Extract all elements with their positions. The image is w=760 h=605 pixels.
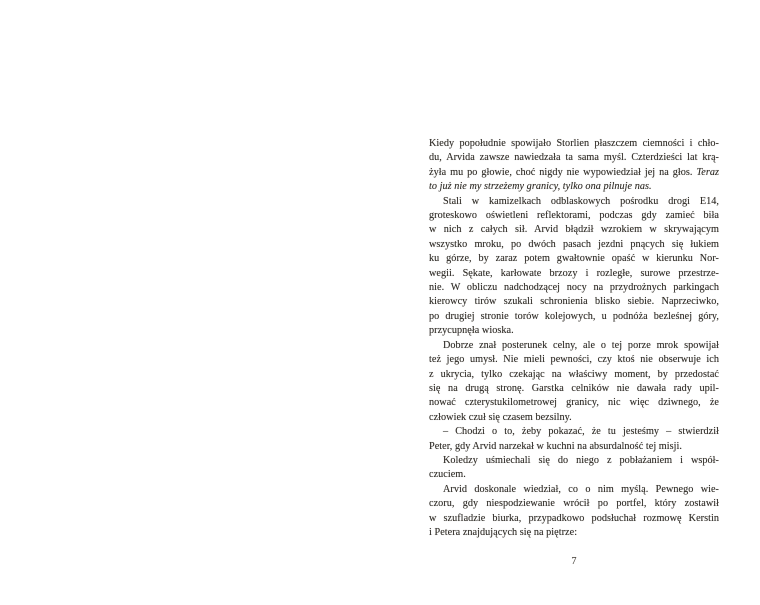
text-segment: wegii. Sękate, karłowate brzozy i rozległe, surowe przestrze- <box>429 267 719 279</box>
italic-text-segment: to już nie my strzeżemy granicy, tylko ona pilnuje nas. <box>429 181 652 193</box>
text-segment: człowiek czuł się czasem bezsilny. <box>429 411 572 423</box>
text-line <box>429 382 719 396</box>
text-segment: się na drugą stronę. Garstka celników nie dawała rady upil- <box>429 382 719 394</box>
text-line <box>429 324 719 338</box>
text-segment: kierowcy tirów szukali schronienia blisko siebie. Naprzeciwko, <box>429 296 719 308</box>
text-segment: i Petera znajdujących się na piętrze: <box>429 526 578 538</box>
text-line <box>429 310 719 324</box>
text-line <box>429 281 719 295</box>
text-line <box>429 353 719 367</box>
text-segment: w nich z całych sił. Arvid błądził wzrokiem w skrywającym <box>429 224 719 236</box>
text-line <box>429 195 719 209</box>
text-line <box>429 440 719 454</box>
text-line <box>429 497 719 511</box>
text-line <box>429 166 719 180</box>
page-number: 7 <box>571 556 577 567</box>
text-line <box>429 267 719 281</box>
text-segment: Peter, gdy Arvid narzekał w kuchni na absurdalność tej misji. <box>429 440 683 452</box>
text-segment: w szufladzie biurka, przypadkowo podsłuchał rozmowę Kerstin <box>429 512 719 524</box>
text-line <box>429 396 719 410</box>
text-line <box>429 526 719 540</box>
text-segment: Stali w kamizelkach odblaskowych pośrodku drogi E14, <box>443 195 719 207</box>
italic-text-segment: Teraz <box>696 166 719 178</box>
text-line <box>429 180 719 194</box>
text-line <box>429 368 719 382</box>
text-segment: żyła mu po głowie, choć nigdy nie wypowiedział jej na głos. <box>429 166 697 178</box>
text-line <box>429 209 719 223</box>
text-segment: przycupnęła wioska. <box>429 325 514 337</box>
text-line <box>429 238 719 252</box>
text-segment: ku górze, by zaraz potem gwałtownie opaść w kierunku Nor- <box>429 253 719 265</box>
text-segment: Arvid doskonale wiedział, co o nim myślą. Pewnego wie- <box>443 483 719 495</box>
text-segment: z ukrycia, tylko czekając na właściwy moment, by przedostać <box>429 368 719 380</box>
text-line <box>429 454 719 468</box>
text-segment: po drugiej stronie torów kolejowych, u podnóża bezleśnej góry, <box>429 310 719 322</box>
text-line <box>429 151 719 165</box>
text-segment: Koledzy uśmiechali się do niego z pobłażaniem i współ- <box>443 454 719 466</box>
text-segment: Kiedy popołudnie spowijało Storlien płaszczem ciemności i chło- <box>429 138 719 149</box>
text-segment: groteskowo oświetleni reflektorami, podczas gdy zamieć biła <box>429 210 719 222</box>
text-line <box>429 468 719 482</box>
text-line <box>429 295 719 309</box>
text-segment: czuciem. <box>429 469 466 481</box>
page-text <box>429 137 719 540</box>
text-segment: czoru, gdy niespodziewanie wrócił po portfel, który zostawił <box>429 498 719 510</box>
text-line <box>429 252 719 266</box>
text-segment: wszystko mroku, po dwóch pasach jezdni pnących się łukiem <box>429 238 719 250</box>
text-segment: nie. W obliczu nadchodzącej nocy na przydrożnych parkingach <box>429 282 719 294</box>
text-segment: Dobrze znał posterunek celny, ale o tej porze mrok spowijał <box>443 339 719 351</box>
text-line <box>429 483 719 497</box>
text-line <box>429 137 719 151</box>
text-line <box>429 411 719 425</box>
text-line <box>429 339 719 353</box>
text-line <box>429 512 719 526</box>
text-segment: du, Arvida zawsze nawiedzała ta sama myśl. Czterdzieści lat krą- <box>429 152 719 164</box>
text-segment: nować czterystukilometrowej granicy, nic więc dziwnego, że <box>429 397 719 409</box>
text-segment: – Chodzi o to, żeby pokazać, że tu jesteśmy – stwierdził <box>443 426 719 438</box>
text-line <box>429 425 719 439</box>
text-segment: też jego umysł. Nie mieli pewności, czy ktoś nie obserwuje ich <box>429 354 719 366</box>
text-line <box>429 223 719 237</box>
